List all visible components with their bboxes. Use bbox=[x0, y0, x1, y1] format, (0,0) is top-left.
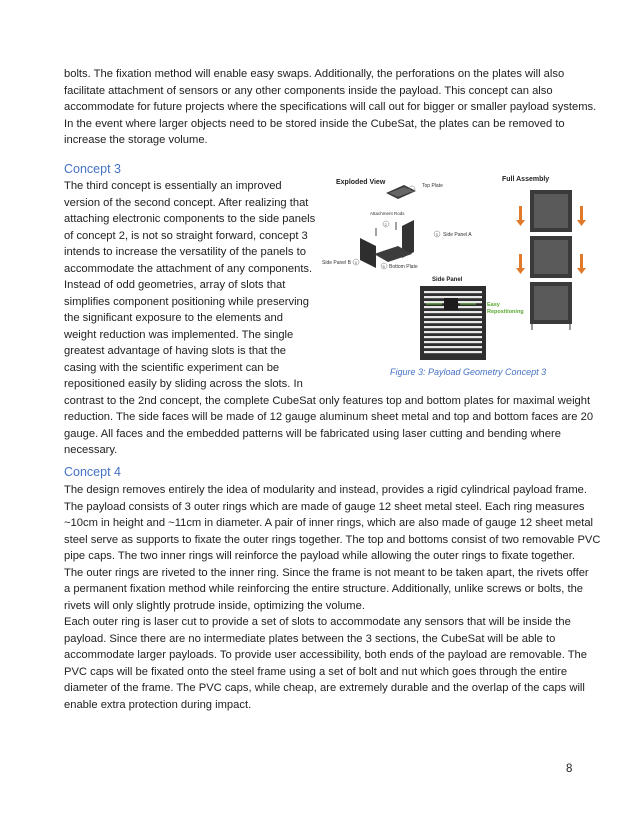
text-line: increase the storage volume. bbox=[64, 134, 208, 146]
concept3-heading: Concept 3 bbox=[64, 162, 121, 176]
text-line: attaching electronic components to the side panels bbox=[64, 213, 316, 225]
text-line: accommodate larger payloads. To provide user accessibility, both ends of the payload are removable. The bbox=[64, 649, 587, 661]
sliding-casing bbox=[444, 298, 458, 310]
side-panel-a-label: Side Panel A bbox=[443, 232, 472, 238]
text-line: intends to increase the versatility of the panels to bbox=[64, 246, 306, 258]
text-line: steel serve as supports to fixate the outer rings together. The top and bottoms consist of two removable PVC bbox=[64, 533, 601, 546]
marker-5-label: 5 bbox=[382, 264, 385, 269]
text-line: The outer rings are riveted to the inner ring. Since the frame is not meant to be taken apart, the rivets offer bbox=[64, 566, 589, 579]
text-line: The payload consists of 3 outer rings which are made of gauge 12 sheet metal steel. Each ring measures bbox=[64, 500, 585, 513]
figure-caption: Figure 3: Payload Geometry Concept 3 bbox=[390, 367, 547, 377]
text-line: casing with the scientific experiment can be bbox=[64, 361, 280, 374]
text-line: enable extra protection during impact. bbox=[64, 698, 252, 711]
top-plate-label: Top Plate bbox=[422, 183, 443, 189]
text-line: facilitate attachment of sensors or any other components inside the payload. This concept can also bbox=[64, 84, 553, 97]
text-line: PVC caps will be fixated onto the steel frame using a set of bolt and nut which goes through the entire bbox=[64, 665, 568, 678]
text-line: The third concept is essentially an improved bbox=[64, 180, 282, 192]
concept4-heading: Concept 4 bbox=[64, 465, 121, 479]
text-line: gauge. All faces and the embedded patterns will be fabricated using laser cutting and bending where bbox=[64, 427, 561, 440]
text-line: greatest advantage of having slots is that the bbox=[64, 345, 287, 357]
text-line: rivets will only slightly protrude inside, optimizing the volume. bbox=[64, 599, 365, 612]
text-line: pipe caps. The two inner rings will reinforce the payload while allowing the outer rings to fixate together. bbox=[64, 550, 575, 562]
side-panel-title: Side Panel bbox=[432, 277, 463, 283]
text-line: version of the second concept. After realizing that bbox=[64, 196, 309, 209]
concept3-narrow-paragraph bbox=[64, 178, 314, 393]
concept4-paragraph bbox=[64, 482, 601, 713]
text-line: Each outer ring is laser cut to provide a set of slots to accommodate any sensors that will be inside the bbox=[64, 616, 571, 628]
text-line: ~10cm in height and ~11cm in diameter. A pair of inner rings, which are also made of gauge 12 sheet metal bbox=[64, 517, 594, 529]
intro-paragraph bbox=[64, 66, 597, 149]
repositioning-label: Repositioning bbox=[487, 309, 524, 315]
text-line: accommodate for future projects where the specifications will call out for bigger or smaller payload systems. bbox=[64, 101, 597, 113]
text-line: repositioned easily by sliding across the slots. In bbox=[64, 378, 303, 390]
text-line: The design removes entirely the idea of modularity and instead, provides a rigid cylindrical payload frame. bbox=[64, 484, 587, 496]
marker-2-label: 2 bbox=[384, 222, 387, 227]
full-assembly-stack bbox=[530, 190, 572, 330]
text-line: weight reduction was implemented. The single bbox=[64, 328, 294, 341]
easy-label: Easy bbox=[487, 302, 500, 308]
attachment-rods-label: Attachment Rods bbox=[370, 211, 405, 216]
marker-1-label: 1 bbox=[410, 187, 413, 192]
page-number: 8 bbox=[566, 763, 573, 775]
exploded-view-title: Exploded View bbox=[336, 179, 386, 186]
text-line: a permanent fixation method while reinforcing the entire structure. Additionally, unlike screws or bolts, the bbox=[64, 583, 584, 595]
text-line: Instead of odd geometries, array of slots that bbox=[64, 279, 286, 291]
text-line: contrast to the 2nd concept, the complete CubeSat only features top and bottom plates for maximal weight bbox=[64, 394, 591, 407]
text-line: of concept 2, is not so straight forward, concept 3 bbox=[64, 229, 308, 242]
concept3-full-paragraph bbox=[64, 393, 594, 459]
text-line: bolts. The fixation method will enable easy swaps. Additionally, the perforations on the plates will also bbox=[64, 68, 565, 80]
side-panel-b-shape bbox=[360, 238, 376, 268]
text-line: In the event where larger objects need to be stored inside the CubeSat, the plates can be removed to bbox=[64, 117, 565, 130]
side-panel-b-label: Side Panel B bbox=[322, 260, 351, 266]
text-line: payload. Since there are no intermediate plates between the 3 sections, the CubeSat will be able to bbox=[64, 632, 556, 645]
text-line: necessary. bbox=[64, 444, 118, 456]
bottom-plate-label: Bottom Plate bbox=[389, 264, 418, 270]
payload-geometry-figure bbox=[316, 168, 586, 384]
text-line: accommodate the attachment of any components. bbox=[64, 262, 313, 275]
marker-3-label: 3 bbox=[435, 232, 438, 237]
full-assembly-title: Full Assembly bbox=[502, 176, 550, 183]
text-line: reduction. The side faces will be made of 12 gauge aluminum sheet metal and top and bottom faces are 20 bbox=[64, 411, 594, 423]
text-line: the significant exposure to the elements and bbox=[64, 312, 283, 324]
text-line: simplifies component positioning while preserving bbox=[64, 295, 310, 308]
text-line: diameter of the frame. The PVC caps, while cheap, are extremely durable and the overlap of the caps will bbox=[64, 682, 585, 694]
marker-4-label: 4 bbox=[354, 260, 357, 265]
